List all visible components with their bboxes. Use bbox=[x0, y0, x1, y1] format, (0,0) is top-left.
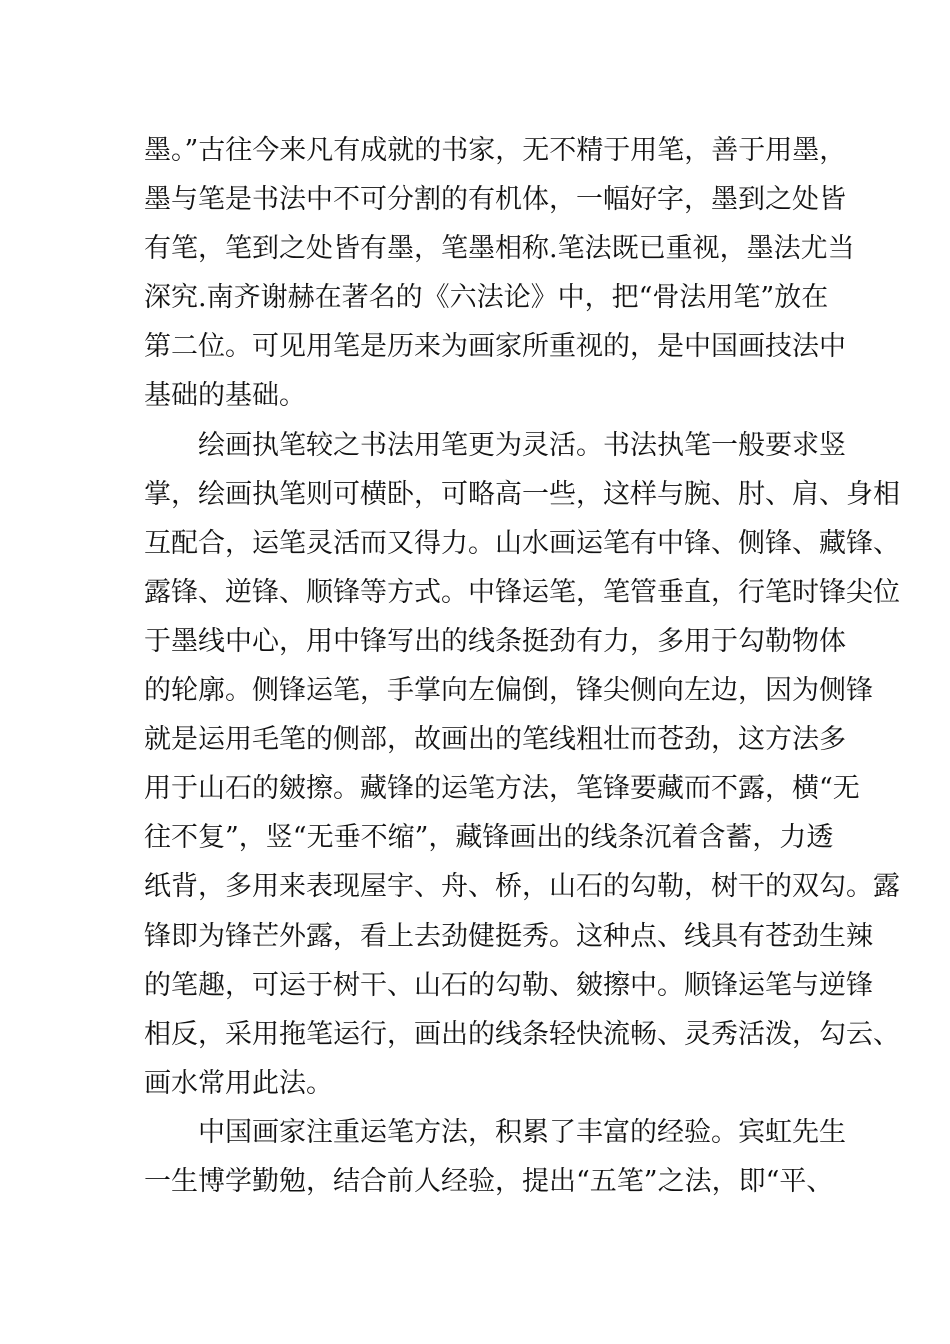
text-line: 露锋、逆锋、顺锋等方式。中锋运笔，笔管垂直，行笔时锋尖位 bbox=[144, 576, 900, 608]
text-line: 就是运用毛笔的侧部，故画出的笔线粗壮而苍劲，这方法多 bbox=[144, 724, 846, 756]
text-line: 绘画执笔较之书法用笔更为灵活。书法执笔一般要求竖 bbox=[198, 429, 846, 461]
text-line: 第二位。可见用笔是历来为画家所重视的，是中国画技法中 bbox=[144, 331, 846, 363]
text-line: 基础的基础。 bbox=[144, 380, 306, 412]
text-line: 有笔，笔到之处皆有墨，笔墨相称.笔法既已重视，墨法尤当 bbox=[144, 233, 855, 265]
paragraph-1 bbox=[144, 126, 855, 421]
text-line: 墨。”古往今来凡有成就的书家，无不精于用笔，善于用墨， bbox=[144, 135, 847, 166]
text-line: 互配合，运笔灵活而又得力。山水画运笔有中锋、侧锋、藏锋、 bbox=[144, 527, 900, 559]
text-line: 墨与笔是书法中不可分割的有机体，一幅好字，墨到之处皆 bbox=[144, 184, 846, 216]
text-line: 的笔趣，可运于树干、山石的勾勒、皴擦中。顺锋运笔与逆锋 bbox=[144, 969, 873, 1001]
text-line: 中国画家注重运笔方法，积累了丰富的经验。宾虹先生 bbox=[198, 1116, 846, 1148]
paragraph-2 bbox=[144, 421, 900, 1108]
text-line: 的轮廓。侧锋运笔，手掌向左偏倒，锋尖侧向左边，因为侧锋 bbox=[144, 675, 873, 707]
text-line: 画水常用此法。 bbox=[144, 1067, 333, 1099]
text-line: 用于山石的皴擦。藏锋的运笔方法，笔锋要藏而不露，横“无 bbox=[144, 773, 860, 805]
text-line: 于墨线中心，用中锋写出的线条挺劲有力，多用于勾勒物体 bbox=[144, 625, 846, 657]
text-line: 相反，采用拖笔运行，画出的线条轻快流畅、灵秀活泼，勾云、 bbox=[144, 1018, 900, 1050]
text-line: 掌，绘画执笔则可横卧，可略高一些，这样与腕、肘、肩、身相 bbox=[144, 478, 900, 510]
text-line: 锋即为锋芒外露，看上去劲健挺秀。这种点、线具有苍劲生辣 bbox=[144, 920, 873, 952]
text-line: 纸背，多用来表现屋宇、舟、桥，山石的勾勒，树干的双勾。露 bbox=[144, 871, 900, 903]
text-line: 深究.南齐谢赫在著名的《六法论》中，把“骨法用笔”放在 bbox=[144, 282, 829, 314]
paragraph-3 bbox=[144, 1108, 846, 1206]
text-line: 往不复”，竖“无垂不缩”，藏锋画出的线条沉着含蓄，力透 bbox=[144, 822, 834, 854]
body-text bbox=[144, 126, 900, 1206]
text-line: 一生博学勤勉，结合前人经验，提出“五笔”之法，即“平、 bbox=[144, 1165, 834, 1197]
